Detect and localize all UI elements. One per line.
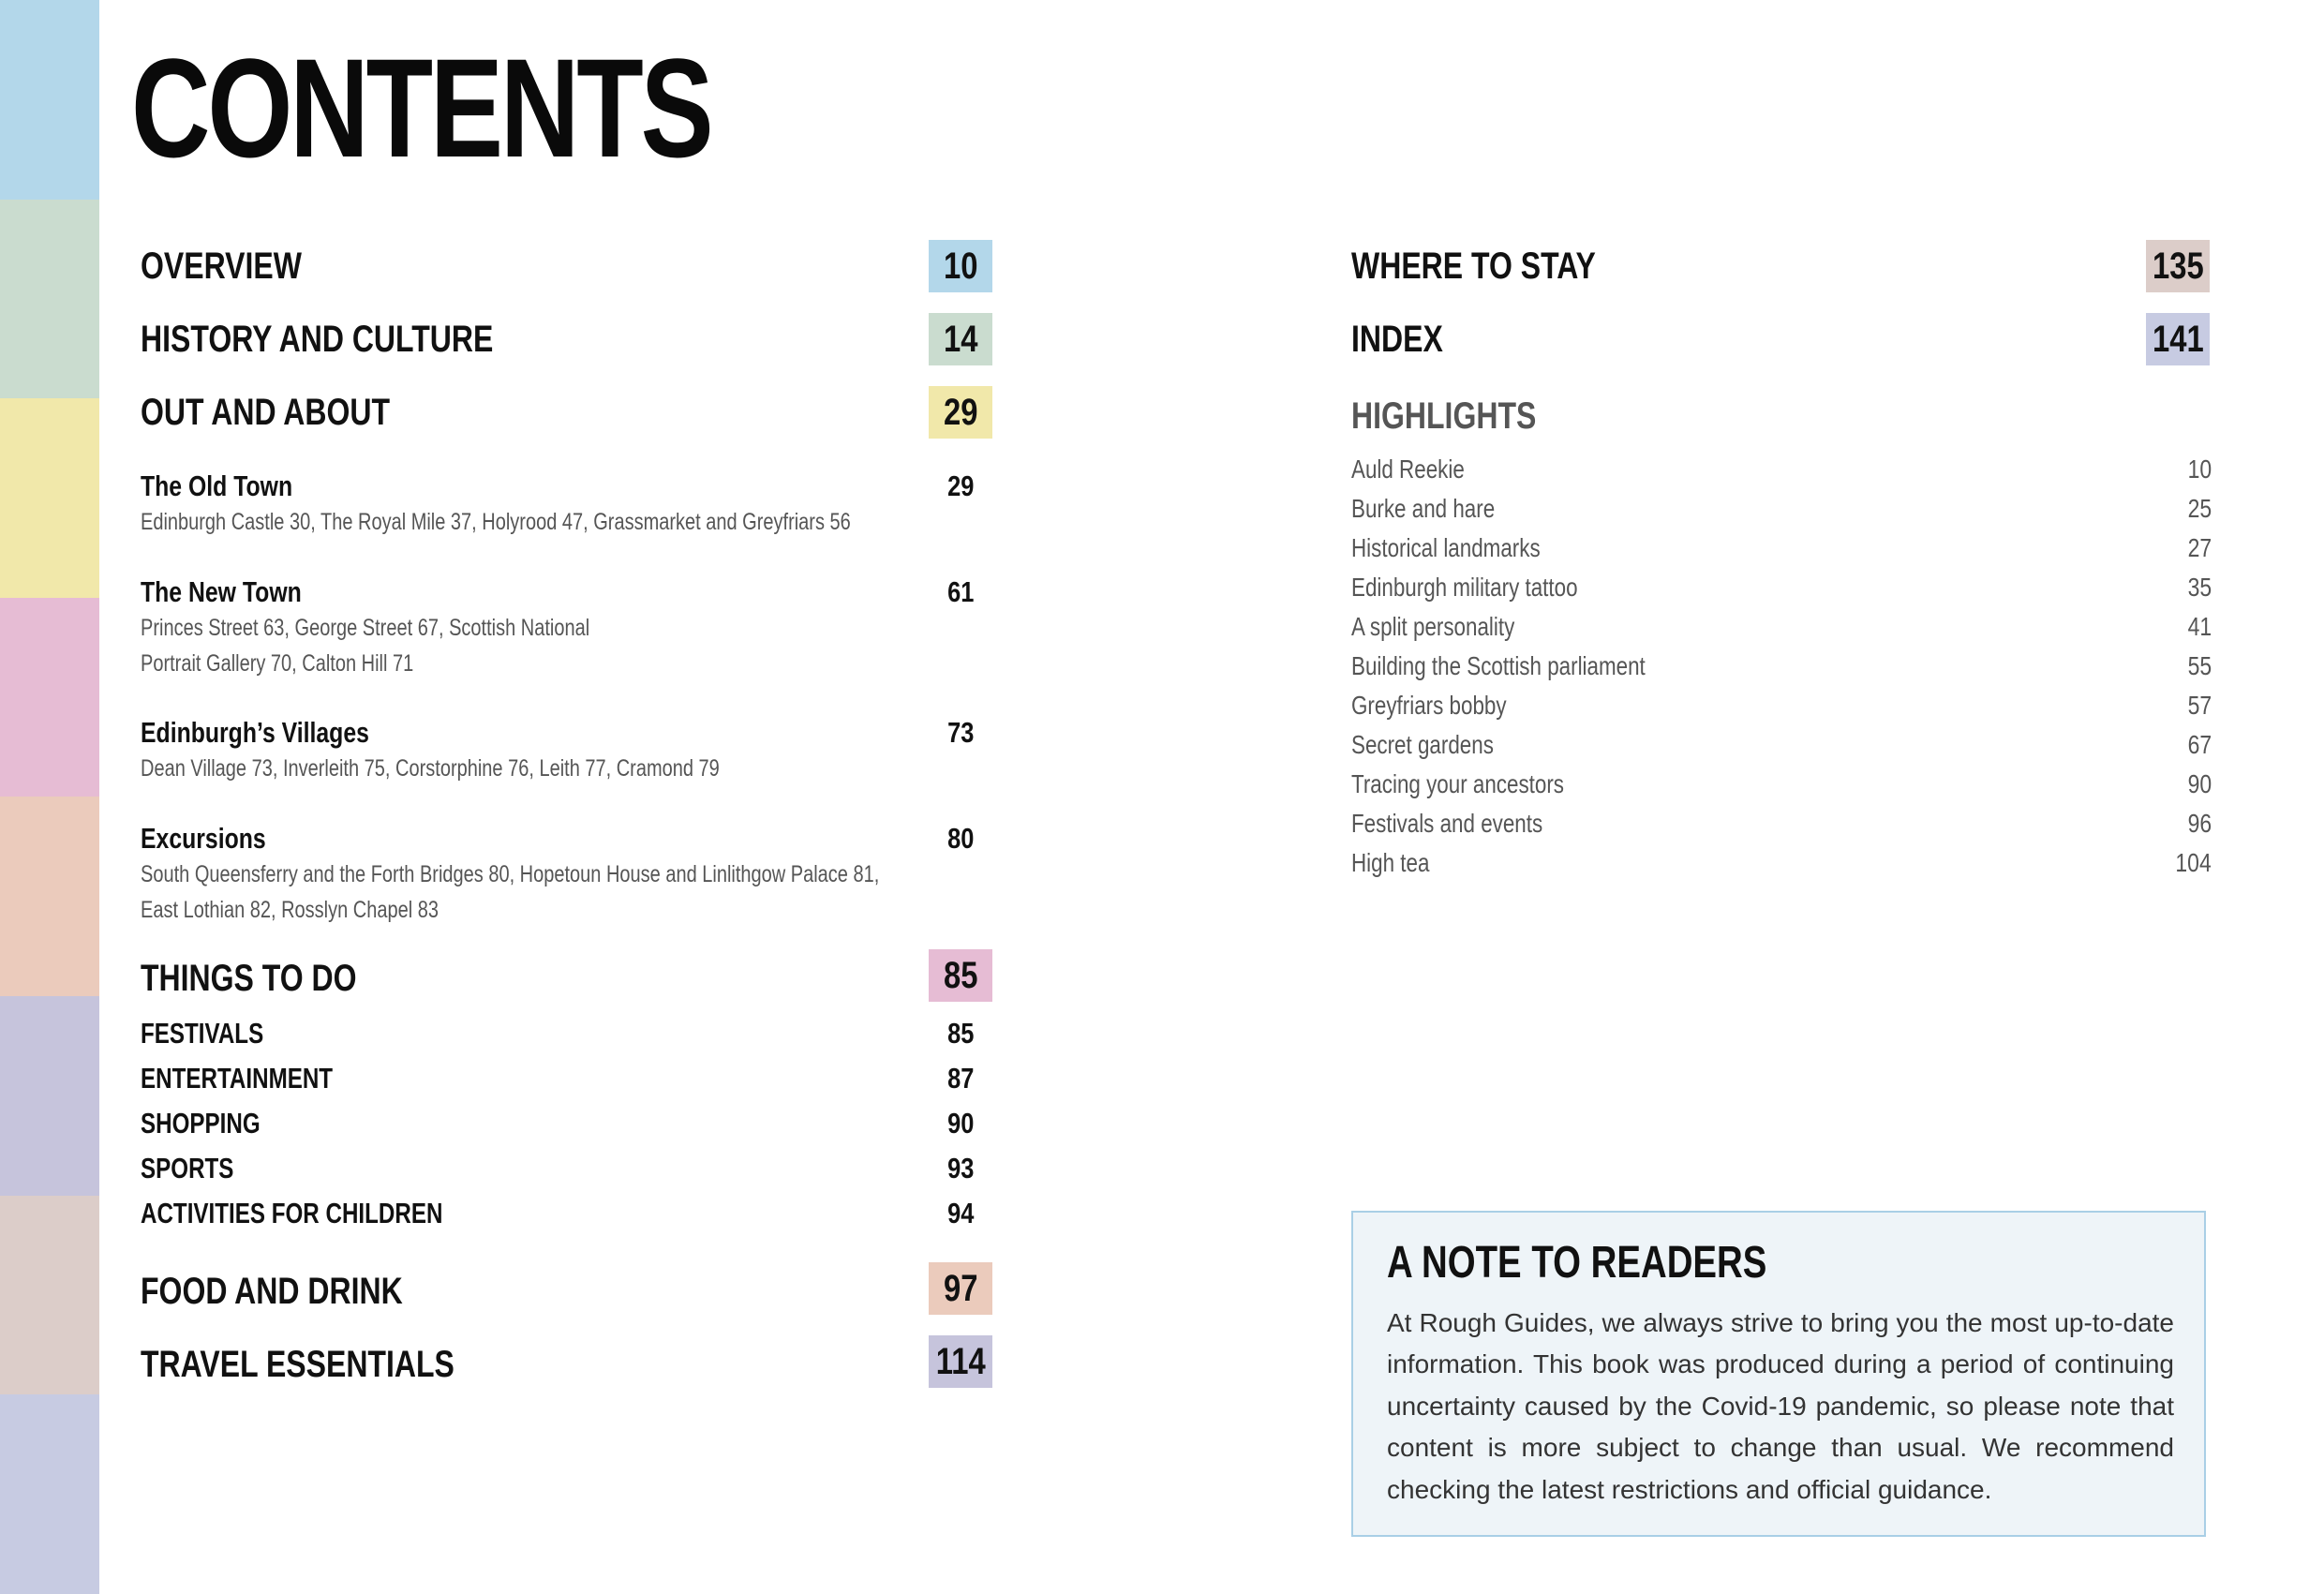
toc-overview[interactable]: OVERVIEW xyxy=(141,246,302,287)
page-badge-food-and-drink[interactable]: 97 xyxy=(929,1262,992,1315)
page-number-excursions[interactable]: 80 xyxy=(946,822,975,855)
color-tab-taupe xyxy=(0,1196,99,1395)
toc-out-and-about[interactable]: OUT AND ABOUT xyxy=(141,392,391,433)
highlight-page[interactable]: 90 xyxy=(2187,769,2212,798)
highlight-page[interactable]: 67 xyxy=(2187,730,2212,759)
toc-travel-essentials[interactable]: TRAVEL ESSENTIALS xyxy=(141,1344,454,1385)
excursions-detail-line2: East Lothian 82, Rosslyn Chapel 83 xyxy=(141,897,439,923)
color-tab-strip xyxy=(0,0,99,1594)
excursions-detail-line1: South Queensferry and the Forth Bridges 80, Hopetoun House and Linlithgow Palace 81, xyxy=(141,861,880,887)
page-number-entertainment[interactable]: 87 xyxy=(946,1062,975,1095)
toc-sports[interactable]: SPORTS xyxy=(141,1152,234,1184)
toc-shopping[interactable]: SHOPPING xyxy=(141,1107,261,1140)
page-badge-where-to-stay[interactable]: 135 xyxy=(2146,240,2210,292)
highlight-page[interactable]: 57 xyxy=(2187,691,2212,720)
highlight-item[interactable]: Burke and hare xyxy=(1351,494,1496,523)
villages-detail: Dean Village 73, Inverleith 75, Corstorphine 76, Leith 77, Cramond 79 xyxy=(141,755,720,782)
toc-activities-for-children[interactable]: ACTIVITIES FOR CHILDREN xyxy=(141,1197,443,1229)
highlight-item[interactable]: Edinburgh military tattoo xyxy=(1351,573,1578,602)
color-tab-lavender xyxy=(0,996,99,1196)
page-number-activities-for-children[interactable]: 94 xyxy=(946,1197,975,1229)
toc-entertainment[interactable]: ENTERTAINMENT xyxy=(141,1062,334,1095)
highlight-item[interactable]: A split personality xyxy=(1351,612,1515,641)
page-number-festivals[interactable]: 85 xyxy=(946,1017,975,1050)
highlight-item[interactable]: Festivals and events xyxy=(1351,809,1543,838)
color-tab-blue xyxy=(0,0,99,200)
highlight-item[interactable]: Greyfriars bobby xyxy=(1351,691,1507,720)
page-badge-travel-essentials[interactable]: 114 xyxy=(929,1335,992,1388)
color-tab-pink xyxy=(0,598,99,797)
highlight-item[interactable]: Building the Scottish parliament xyxy=(1351,651,1646,680)
highlight-page[interactable]: 25 xyxy=(2187,494,2212,523)
toc-new-town[interactable]: The New Town xyxy=(141,575,302,608)
highlight-item[interactable]: Tracing your ancestors xyxy=(1351,769,1564,798)
page-badge-things-to-do[interactable]: 85 xyxy=(929,949,992,1002)
toc-festivals[interactable]: FESTIVALS xyxy=(141,1017,264,1050)
highlight-page[interactable]: 96 xyxy=(2187,809,2212,838)
highlight-page[interactable]: 41 xyxy=(2187,612,2212,641)
new-town-detail-line2: Portrait Gallery 70, Calton Hill 71 xyxy=(141,650,414,677)
highlight-item[interactable]: Auld Reekie xyxy=(1351,454,1465,484)
highlight-page[interactable]: 10 xyxy=(2187,454,2212,484)
toc-things-to-do[interactable]: THINGS TO DO xyxy=(141,958,357,999)
highlight-page[interactable]: 35 xyxy=(2187,573,2212,602)
toc-index[interactable]: INDEX xyxy=(1351,319,1443,360)
page-number-villages[interactable]: 73 xyxy=(946,716,975,749)
color-tab-periwinkle xyxy=(0,1394,99,1594)
page-number-sports[interactable]: 93 xyxy=(946,1152,975,1184)
note-body: At Rough Guides, we always strive to bring you the most up-to-date information. This book was produced during a period of continuing uncertainty caused by the Covid-19 pandemic, so please note that content is more subject to change than usual. We recommend checking the latest restrictions and official guidance. xyxy=(1387,1308,2174,1504)
toc-excursions[interactable]: Excursions xyxy=(141,822,266,855)
toc-old-town[interactable]: The Old Town xyxy=(141,469,293,502)
color-tab-green xyxy=(0,200,99,399)
toc-history[interactable]: HISTORY AND CULTURE xyxy=(141,319,494,360)
highlight-item[interactable]: Historical landmarks xyxy=(1351,533,1541,562)
toc-where-to-stay[interactable]: WHERE TO STAY xyxy=(1351,246,1596,287)
color-tab-yellow xyxy=(0,398,99,598)
highlight-item[interactable]: High tea xyxy=(1351,848,1430,877)
highlight-page[interactable]: 55 xyxy=(2187,651,2212,680)
color-tab-peach xyxy=(0,797,99,996)
page-number-shopping[interactable]: 90 xyxy=(946,1107,975,1140)
page-number-new-town[interactable]: 61 xyxy=(946,575,975,608)
note-to-readers-box xyxy=(1351,1211,2206,1537)
old-town-detail: Edinburgh Castle 30, The Royal Mile 37, Holyrood 47, Grassmarket and Greyfriars 56 xyxy=(141,509,851,535)
highlight-item[interactable]: Secret gardens xyxy=(1351,730,1494,759)
page-number-old-town[interactable]: 29 xyxy=(946,469,975,502)
note-title: A NOTE TO READERS xyxy=(1387,1238,1767,1288)
toc-food-and-drink[interactable]: FOOD AND DRINK xyxy=(141,1271,403,1312)
page-title: CONTENTS xyxy=(131,29,711,186)
highlight-page[interactable]: 27 xyxy=(2187,533,2212,562)
page-badge-history[interactable]: 14 xyxy=(929,313,992,365)
page-badge-out-and-about[interactable]: 29 xyxy=(929,386,992,439)
toc-villages[interactable]: Edinburgh’s Villages xyxy=(141,716,369,749)
highlights-heading: HIGHLIGHTS xyxy=(1351,395,1537,437)
highlight-page[interactable]: 104 xyxy=(2175,848,2212,877)
page-badge-overview[interactable]: 10 xyxy=(929,240,992,292)
page-badge-index[interactable]: 141 xyxy=(2146,313,2210,365)
new-town-detail-line1: Princes Street 63, George Street 67, Scottish National xyxy=(141,615,590,641)
